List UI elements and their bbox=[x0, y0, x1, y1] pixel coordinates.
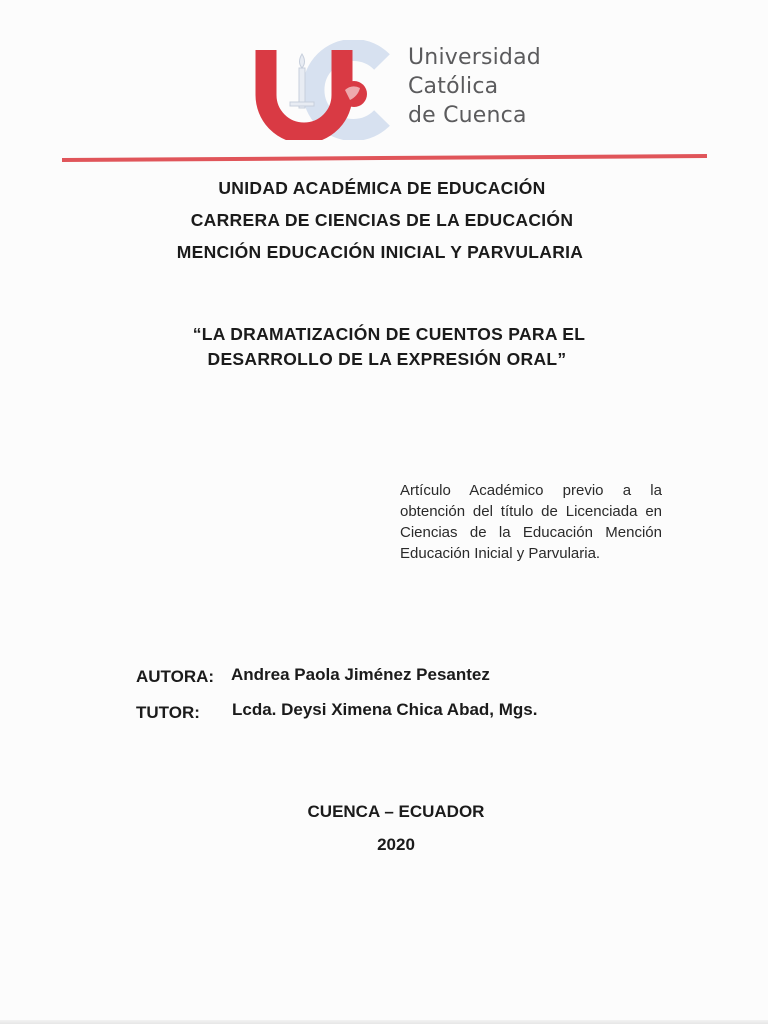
scan-edge bbox=[0, 1020, 768, 1024]
university-name-line-2: Católica bbox=[408, 74, 499, 99]
uc-seal-icon bbox=[254, 40, 404, 140]
academic-unit-heading bbox=[0, 172, 768, 268]
author-label: AUTORA: bbox=[136, 667, 215, 686]
tutor-label: TUTOR: bbox=[136, 703, 200, 722]
university-name-line-3: de Cuenca bbox=[408, 103, 527, 128]
degree-statement: Artículo Académico previo a la obtención del título de Licenciada en Ciencias de la Educación Mención Educación Inicial y Parvularia. bbox=[400, 482, 662, 562]
author-name: Andrea Paola Jiménez Pesantez bbox=[231, 665, 490, 684]
university-logo bbox=[254, 40, 554, 140]
tutor-name: Lcda. Deysi Ximena Chica Abad, Mgs. bbox=[232, 700, 538, 719]
thesis-title bbox=[0, 322, 768, 372]
city-country: CUENCA – ECUADOR bbox=[307, 802, 485, 821]
career-line: CARRERA DE CIENCIAS DE LA EDUCACIÓN bbox=[190, 210, 574, 230]
thesis-title-line-1: “LA DRAMATIZACIÓN DE CUENTOS PARA EL bbox=[192, 324, 586, 344]
place-and-year bbox=[0, 795, 768, 861]
year: 2020 bbox=[377, 835, 415, 854]
header-divider bbox=[62, 154, 707, 162]
university-name bbox=[408, 43, 541, 130]
university-name-line-1: Universidad bbox=[408, 45, 541, 70]
academic-unit-line: UNIDAD ACADÉMICA DE EDUCACIÓN bbox=[218, 178, 546, 198]
mention-line: MENCIÓN EDUCACIÓN INICIAL Y PARVULARIA bbox=[176, 242, 584, 262]
thesis-title-line-2: DESARROLLO DE LA EXPRESIÓN ORAL” bbox=[207, 349, 567, 369]
